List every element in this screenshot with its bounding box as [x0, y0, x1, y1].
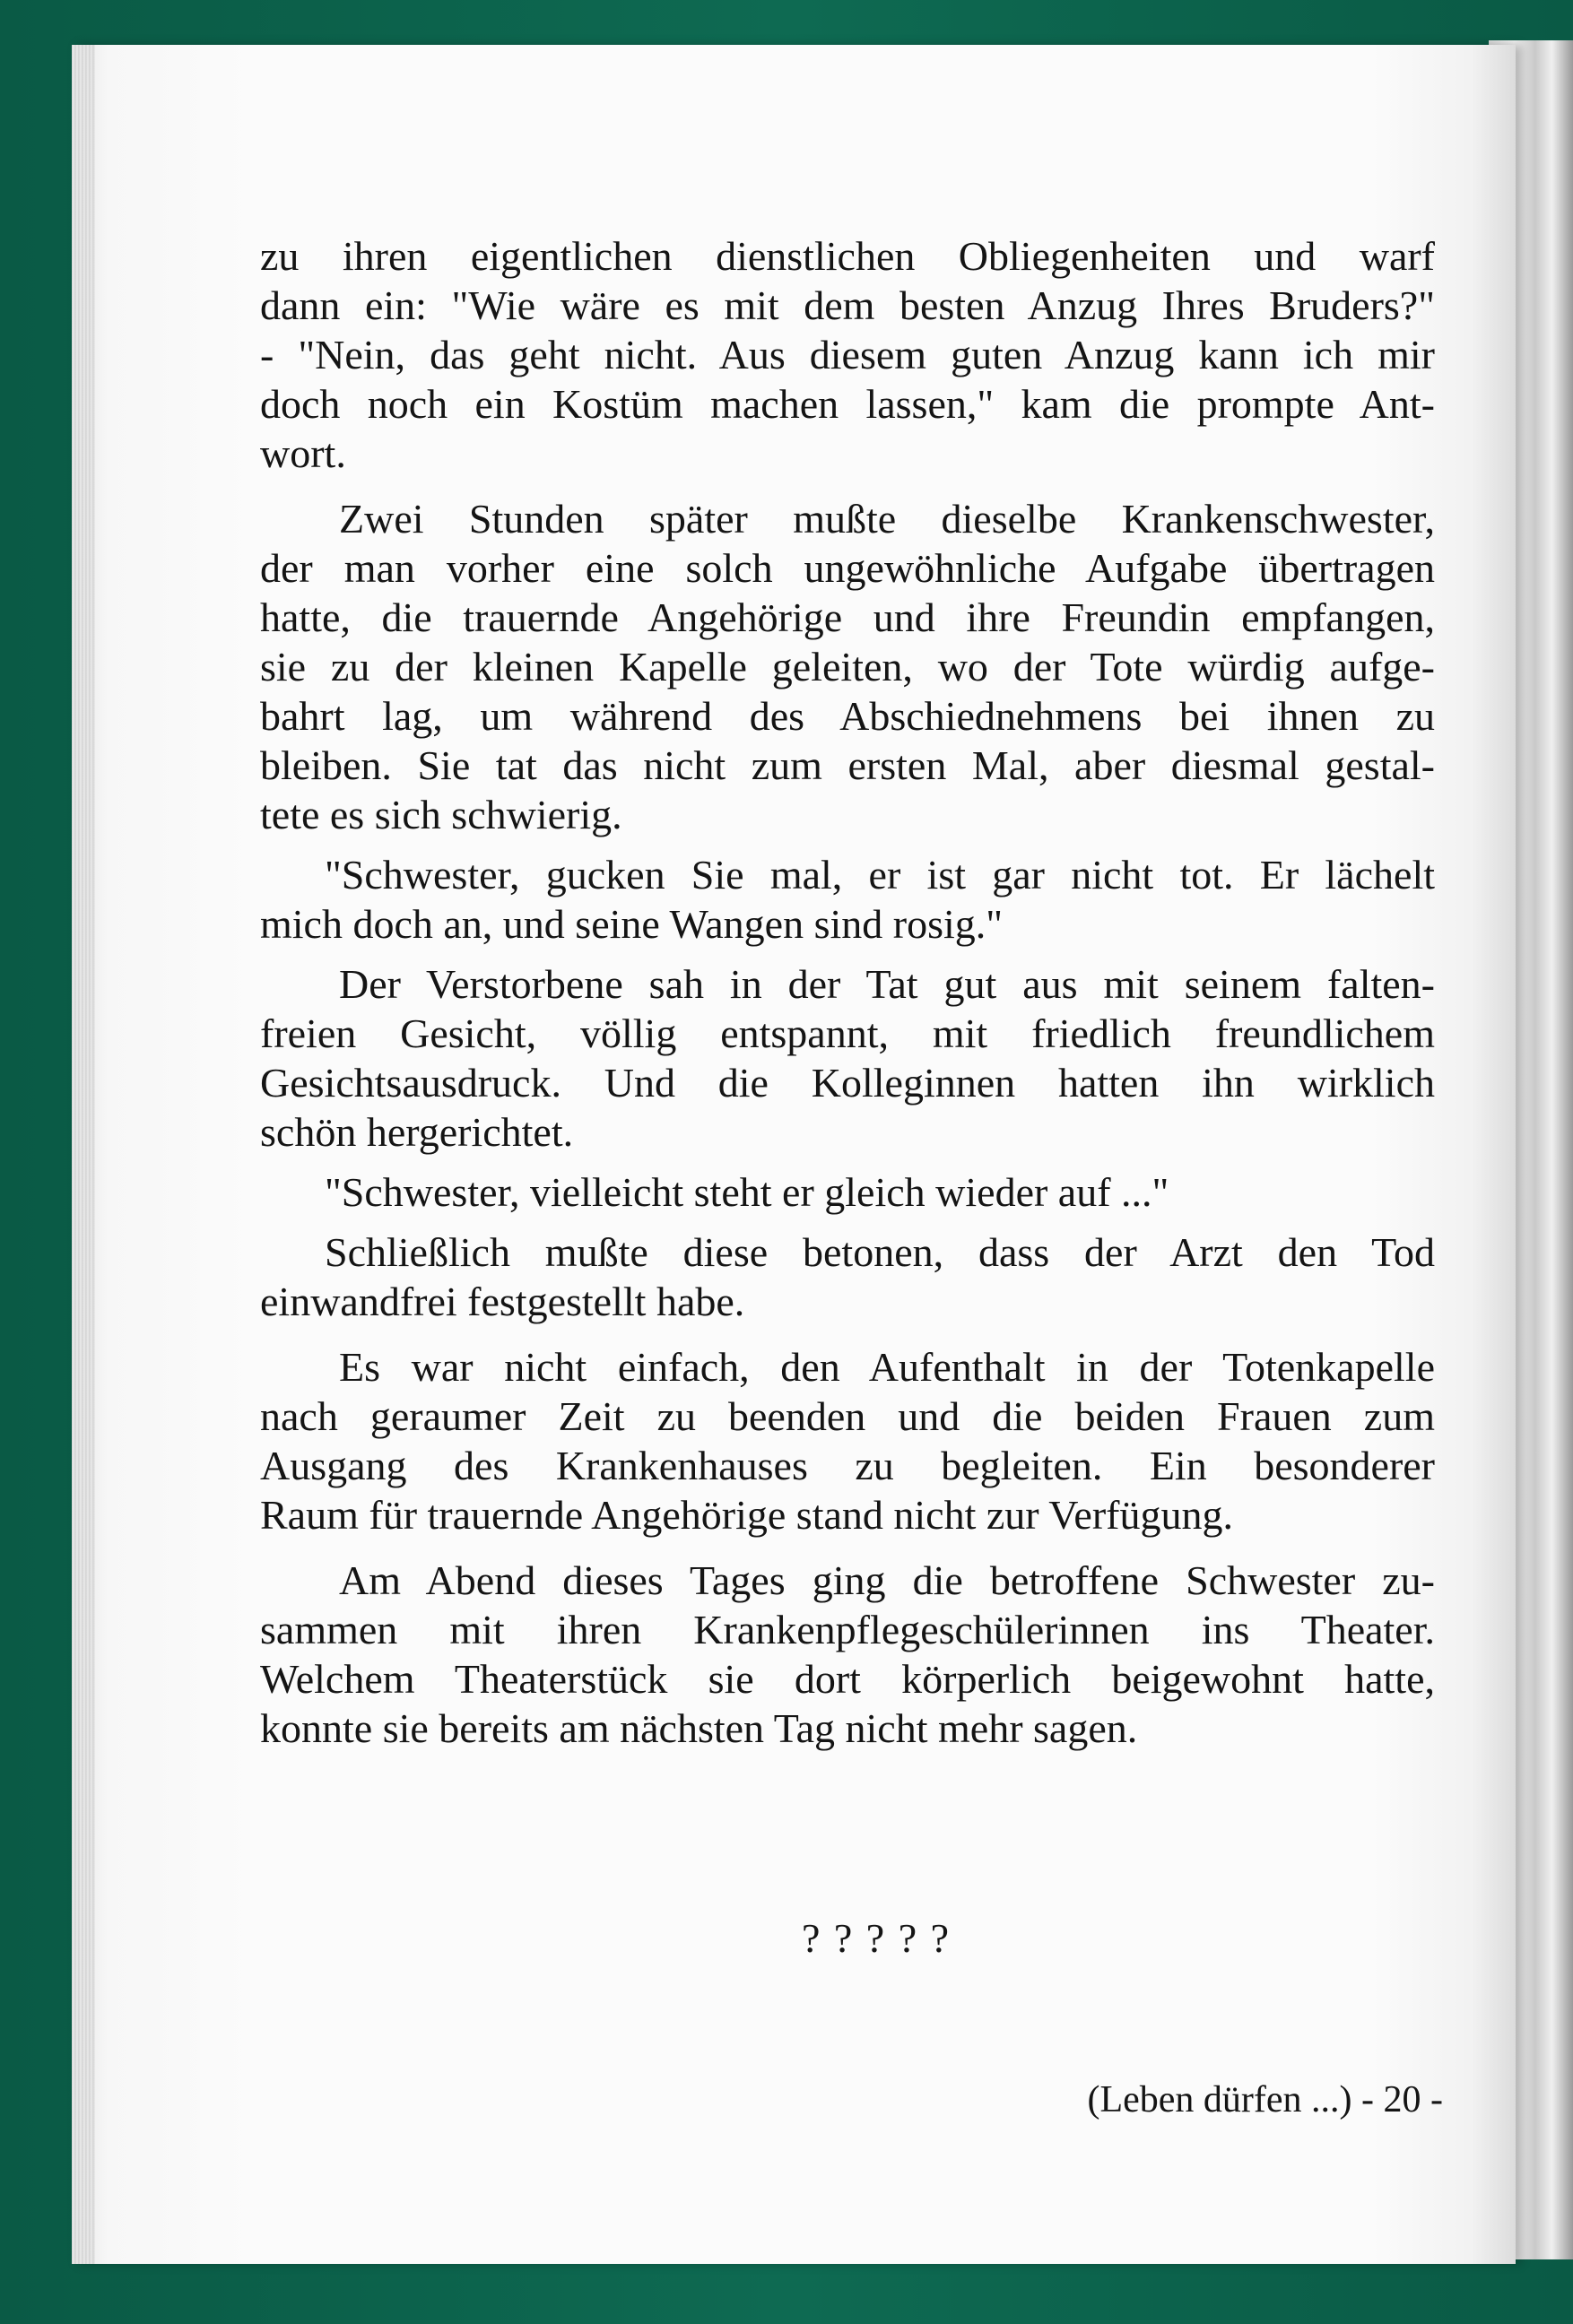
text-line: Gesichtsausdruck. Und die Kolleginnen hatten ihn wirklich — [260, 1060, 1435, 1106]
text-line: sammen mit ihren Krankenpflegeschülerinnen ins Theater. — [260, 1607, 1435, 1652]
page-body-text — [260, 231, 1435, 1753]
text-line: "Schwester, vielleicht steht er gleich wieder auf ..." — [325, 1169, 1169, 1215]
text-line: Ausgang des Krankenhauses zu begleiten. Ein besonderer — [260, 1443, 1435, 1488]
paragraph-8 — [260, 1556, 1435, 1753]
text-line: Es war nicht einfach, den Aufenthalt in der Totenkapelle — [339, 1344, 1435, 1390]
text-line: dann ein: "Wie wäre es mit dem besten Anzug Ihres Bruders?" — [260, 282, 1435, 328]
page-footer: (Leben dürfen ...) - 20 - — [1087, 2079, 1443, 2120]
paragraph-7 — [260, 1342, 1435, 1539]
text-line: tete es sich schwierig. — [260, 792, 622, 837]
separator-marks: ? ? ? ? ? — [801, 1915, 952, 1961]
text-line: zu ihren eigentlichen dienstlichen Obliegenheiten und warf — [260, 233, 1435, 279]
text-line: mich doch an, und seine Wangen sind rosig." — [260, 901, 1004, 947]
paragraph-1 — [260, 231, 1435, 478]
text-line: doch noch ein Kostüm machen lassen," kam die prompte Ant- — [260, 381, 1435, 427]
text-line: schön hergerichtet. — [260, 1109, 574, 1155]
text-line: nach geraumer Zeit zu beenden und die beiden Frauen zum — [260, 1393, 1435, 1439]
text-line: konnte sie bereits am nächsten Tag nicht mehr sagen. — [260, 1705, 1138, 1751]
text-line: Zwei Stunden später mußte dieselbe Krankenschwester, — [339, 496, 1435, 542]
text-line: hatte, die trauernde Angehörige und ihre Freundin empfangen, — [260, 594, 1435, 640]
paragraph-5 — [260, 1167, 1435, 1217]
paragraph-2 — [260, 494, 1435, 839]
text-line: Schließlich mußte diese betonen, dass der Arzt den Tod — [325, 1229, 1435, 1275]
text-line: "Schwester, gucken Sie mal, er ist gar nicht tot. Er lächelt — [325, 852, 1435, 898]
text-line: bleiben. Sie tat das nicht zum ersten Mal, aber diesmal gestal- — [260, 742, 1435, 788]
paragraph-4 — [260, 959, 1435, 1157]
section-separator — [0, 1914, 1573, 1962]
text-line: Raum für trauernde Angehörige stand nicht zur Verfügung. — [260, 1492, 1233, 1538]
paragraph-3 — [260, 850, 1435, 949]
text-line: Der Verstorbene sah in der Tat gut aus mit seinem falten- — [339, 961, 1435, 1007]
text-line: Am Abend dieses Tages ging die betroffene Schwester zu- — [339, 1557, 1435, 1603]
text-line: sie zu der kleinen Kapelle geleiten, wo der Tote würdig aufge- — [260, 644, 1435, 689]
text-line: bahrt lag, um während des Abschiednehmens bei ihnen zu — [260, 693, 1435, 739]
text-line: Welchem Theaterstück sie dort körperlich beigewohnt hatte, — [260, 1656, 1435, 1702]
text-line: freien Gesicht, völlig entspannt, mit friedlich freundlichem — [260, 1010, 1435, 1056]
text-line: einwandfrei festgestellt habe. — [260, 1279, 745, 1324]
text-line: wort. — [260, 430, 346, 476]
text-line: der man vorher eine solch ungewöhnliche Aufgabe übertragen — [260, 545, 1435, 591]
paragraph-6 — [260, 1227, 1435, 1326]
text-line: - "Nein, das geht nicht. Aus diesem guten Anzug kann ich mir — [260, 332, 1435, 377]
